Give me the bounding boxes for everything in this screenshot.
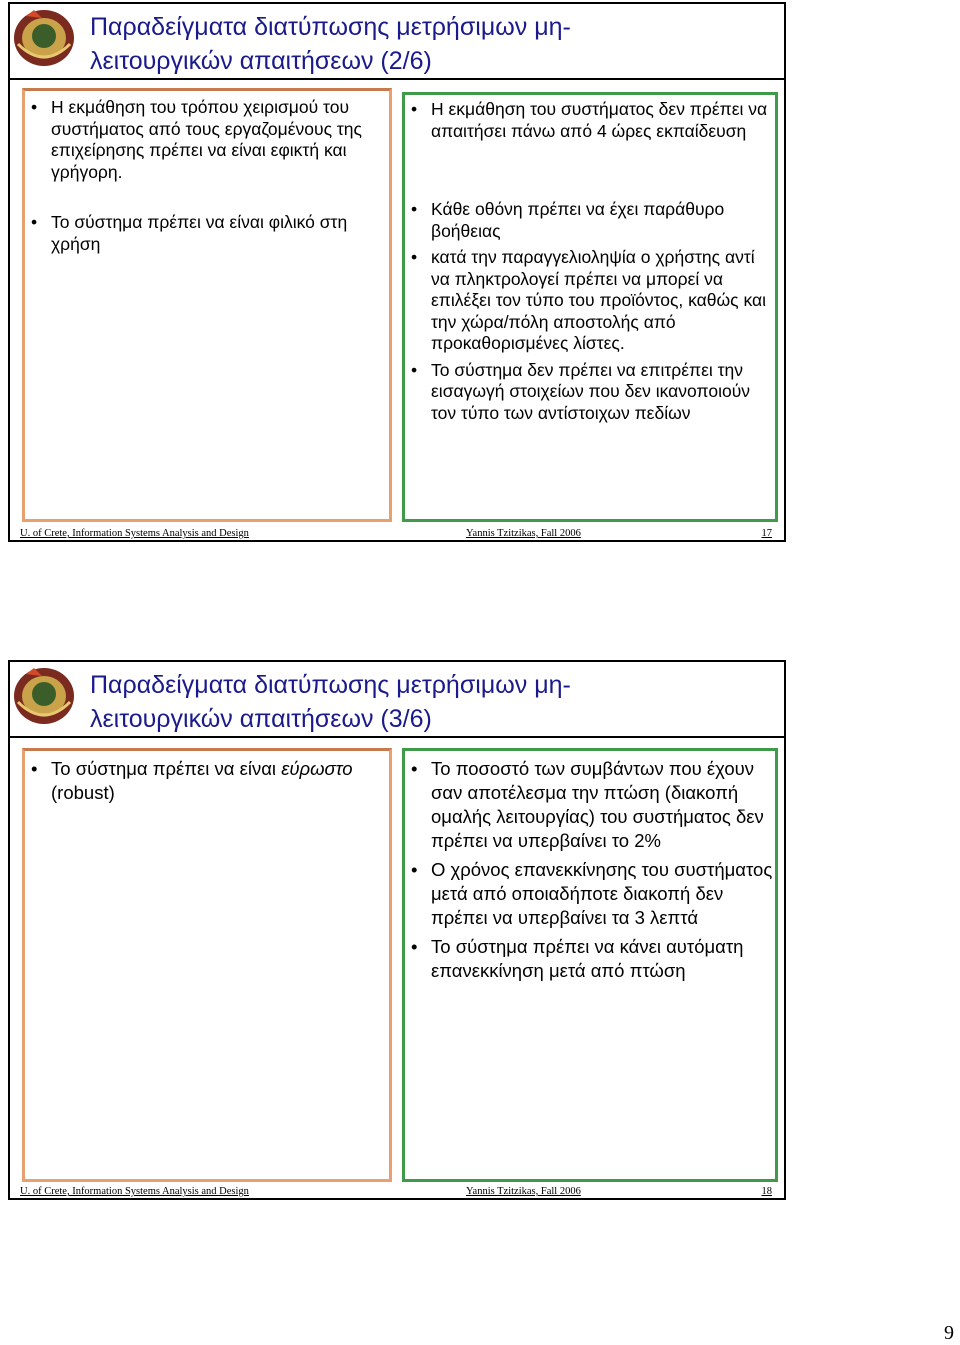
footer-course: U. of Crete, Information Systems Analysis and Design [20, 1186, 249, 1197]
list-item: • Το σύστημα πρέπει να είναι εύρωστο (robust) [25, 757, 389, 805]
right-bullet-list [405, 99, 775, 142]
left-column-box [22, 88, 392, 522]
page-number: 9 [944, 1322, 954, 1344]
footer-slide-number: 17 [761, 528, 772, 539]
slide-title: Παραδείγματα διατύπωσης μετρήσιμων μη- λειτουργικών απαιτήσεων (3/6) [90, 671, 571, 733]
left-bullet-list-2 [25, 212, 389, 255]
university-crest-logo [12, 8, 76, 68]
left-bullet-list [25, 757, 389, 805]
list-item: • Κάθε οθόνη πρέπει να έχει παράθυρο βοήθειας [405, 199, 775, 242]
university-crest-logo [12, 666, 76, 726]
title-divider [10, 736, 784, 738]
list-item: • Το σύστημα δεν πρέπει να επιτρέπει την εισαγωγή στοιχείων που δεν ικανοποιούν τον τύπο των αντίστοιχων πεδίων [405, 360, 775, 425]
footer-slide-number: 18 [761, 1186, 772, 1197]
slide-18 [8, 660, 786, 1200]
title-divider [10, 78, 784, 80]
footer-author: Yannis Tzitzikas, Fall 2006 [466, 528, 581, 539]
right-column-box [402, 748, 778, 1182]
list-item: • κατά την παραγγελιοληψία ο χρήστης αντί να πληκτρολογεί πρέπει να μπορεί να επιλέξει τον τύπο του προϊόντος, καθώς και την χώρα/πόλη αποστολής από προκαθορισμένες λίστες. [405, 247, 775, 355]
slide-title: Παραδείγματα διατύπωσης μετρήσιμων μη- λειτουργικών απαιτήσεων (2/6) [90, 13, 571, 75]
right-bullet-list [405, 757, 775, 983]
footer-course: U. of Crete, Information Systems Analysis and Design [20, 528, 249, 539]
list-item: • Η εκμάθηση του τρόπου χειρισμού του συστήματος από τους εργαζομένους της επιχείρησης πρέπει να είναι εφικτή και γρήγορη. [25, 97, 389, 183]
left-bullet-list [25, 97, 389, 183]
list-item: • Η εκμάθηση του συστήματος δεν πρέπει να απαιτήσει πάνω από 4 ώρες εκπαίδευση [405, 99, 775, 142]
right-column-box [402, 92, 778, 522]
right-bullet-list-2 [405, 199, 775, 424]
list-item: • Ο χρόνος επανεκκίνησης του συστήματος μετά από οποιαδήποτε διακοπή δεν πρέπει να υπερβαίνει τα 3 λεπτά [405, 858, 775, 930]
slide-17 [8, 2, 786, 542]
left-column-box [22, 748, 392, 1182]
footer-author: Yannis Tzitzikas, Fall 2006 [466, 1186, 581, 1197]
list-item: • Το σύστημα πρέπει να κάνει αυτόματη επανεκκίνηση μετά από πτώση [405, 935, 775, 983]
list-item: • Το ποσοστό των συμβάντων που έχουν σαν αποτέλεσμα την πτώση (διακοπή ομαλής λειτουργίας) του συστήματος δεν πρέπει να υπερβαίνει το 2% [405, 757, 775, 853]
list-item: • Το σύστημα πρέπει να είναι φιλικό στη χρήση [25, 212, 389, 255]
